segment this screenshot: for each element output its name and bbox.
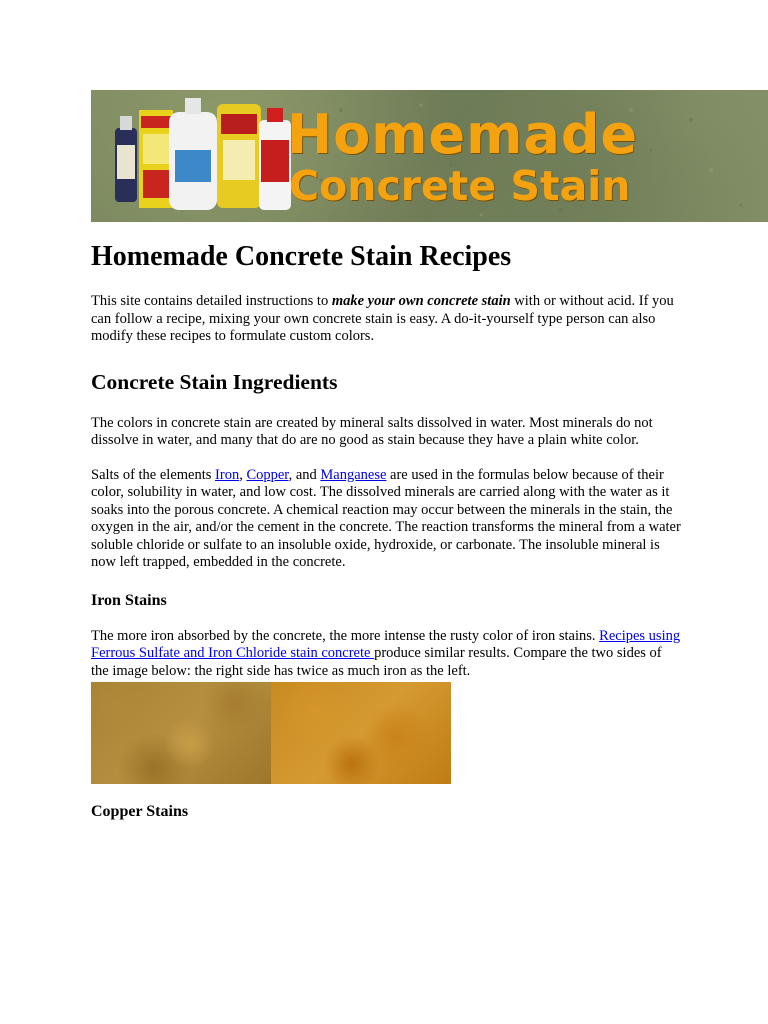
intro-paragraph [91, 293, 681, 346]
banner-title-line1: Homemade [287, 103, 639, 166]
stain-products-image [91, 90, 311, 222]
intro-text-end: with or without acid. If you can follow a recipe, mixing your own concrete stain is easy. A do-it-yourself type person can also modify these recipes to formulate custom colors. [91, 293, 674, 344]
copper-link[interactable]: Copper [246, 466, 289, 483]
separator-2: , and [288, 466, 321, 483]
intro-text-start: This site contains detailed instructions to [91, 293, 332, 309]
iron-text-start: The more iron absorbed by the concrete, the more intense the rusty color of iron stains. [91, 627, 600, 644]
jug-icon [169, 98, 217, 210]
iron-recipes-link[interactable]: Recipes using Ferrous Sulfate and Iron Chloride stain concrete [91, 627, 681, 661]
iron-text-end: produce similar results. Compare the two sides of the image below: the right side has twice as much iron as the left. [91, 645, 662, 679]
box-icon [139, 110, 173, 208]
ingredients-paragraph-2 [91, 467, 681, 572]
iron-stains-heading: Iron Stains [91, 591, 167, 609]
page-title: Homemade Concrete Stain Recipes [91, 241, 512, 272]
iron-stain-swatch-left [91, 682, 271, 784]
header-banner [91, 90, 768, 222]
bottle-icon [115, 116, 137, 202]
iron-link[interactable]: Iron [215, 466, 240, 483]
iron-stain-comparison-image [91, 682, 451, 784]
separator-1: , [239, 466, 247, 483]
manganese-link[interactable]: Manganese [320, 466, 387, 483]
ingredients-paragraph-1: The colors in concrete stain are created by mineral salts dissolved in water. Most minerals do not dissolve in water, and many that do are no good as stain because they have a plain white color. [91, 414, 653, 448]
banner-title-line2: Concrete Stain [289, 162, 631, 210]
banner-title [287, 103, 639, 210]
yellow-jug-icon [217, 104, 261, 208]
salts-text-start: Salts of the elements [91, 466, 216, 483]
page-content [91, 90, 768, 822]
salts-text-end: are used in the formulas below because of their color, solubility in water, and low cost. The dissolved minerals are carried along with the water as it soaks into the porous concrete. A chemical reaction may occur between the minerals in the stain, the oxygen in the air, and/or the cement in the concrete. The reaction transforms the mineral from a water soluble chloride or sulfate to an insoluble oxide, hydroxide, or carbonate. The insoluble mineral is now left trapped, embedded in the concrete. [91, 466, 681, 570]
copper-stains-heading: Copper Stains [91, 803, 189, 820]
iron-stain-swatch-right [271, 682, 451, 784]
ingredients-heading: Concrete Stain Ingredients [91, 369, 338, 394]
iron-stains-paragraph [91, 628, 681, 681]
intro-emphasis: make your own concrete stain [331, 293, 511, 309]
